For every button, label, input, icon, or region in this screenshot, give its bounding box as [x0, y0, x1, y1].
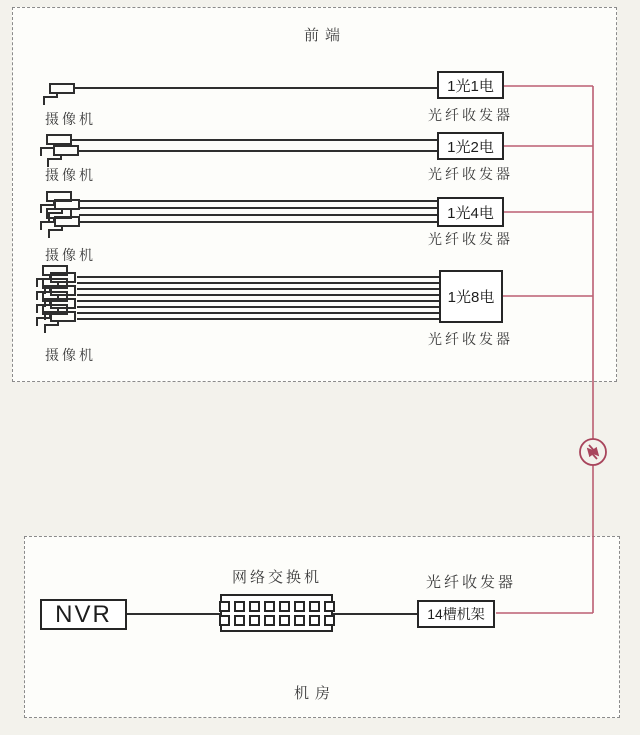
front-zone-title: 前端 [303, 28, 346, 44]
switch-port [219, 615, 230, 626]
switch-port [309, 615, 320, 626]
switch-port [324, 601, 335, 612]
camera-caption-4: 摄像机 [45, 349, 96, 364]
camera-group-4 [37, 266, 75, 333]
switch-port [264, 601, 275, 612]
camera-icon [48, 146, 78, 167]
switch-port [219, 601, 230, 612]
transceiver-box-4-label: 1光8电 [447, 289, 495, 306]
transceiver-caption-1: 光纤收发器 [428, 109, 513, 124]
switch-port [249, 601, 260, 612]
transceiver-box-3-label: 1光4电 [447, 204, 494, 222]
nvr-label: NVR [55, 600, 112, 628]
rack-label: 14槽机架 [427, 606, 485, 622]
switch-port [309, 601, 320, 612]
switch-port [279, 615, 290, 626]
room-transceiver-caption: 光纤收发器 [425, 575, 516, 591]
switch-port [264, 615, 275, 626]
transceiver-box-2 [437, 132, 504, 160]
transceiver-caption-3: 光纤收发器 [428, 233, 513, 248]
transceiver-box-4 [439, 270, 503, 323]
switch-port [294, 615, 305, 626]
switch-port [249, 615, 260, 626]
transceiver-caption-4: 光纤收发器 [428, 333, 513, 348]
switch-port [294, 601, 305, 612]
switch-port-row [219, 615, 335, 626]
copper-cables [71, 88, 439, 614]
camera-icon [44, 84, 74, 105]
rack-box [417, 600, 495, 628]
room-zone-title: 机房 [293, 686, 336, 702]
transceiver-box-3 [437, 197, 504, 227]
transceiver-box-1-label: 1光1电 [447, 77, 494, 95]
fiber-link-icon [580, 439, 606, 465]
switch-port [234, 615, 245, 626]
network-switch-box [220, 594, 333, 632]
switch-port [234, 601, 245, 612]
transceiver-caption-2: 光纤收发器 [428, 168, 513, 183]
switch-port [324, 615, 335, 626]
switch-caption: 网络交换机 [231, 570, 322, 586]
switch-port-row [219, 601, 335, 612]
camera-caption-1: 摄像机 [45, 113, 96, 128]
transceiver-box-2-label: 1光2电 [447, 138, 494, 156]
camera-caption-3: 摄像机 [45, 249, 96, 264]
switch-port [279, 601, 290, 612]
camera-group-3 [41, 192, 79, 238]
transceiver-box-1 [437, 71, 504, 99]
nvr-box [40, 599, 127, 630]
camera-caption-2: 摄像机 [45, 169, 96, 184]
camera-group-1 [44, 84, 74, 105]
